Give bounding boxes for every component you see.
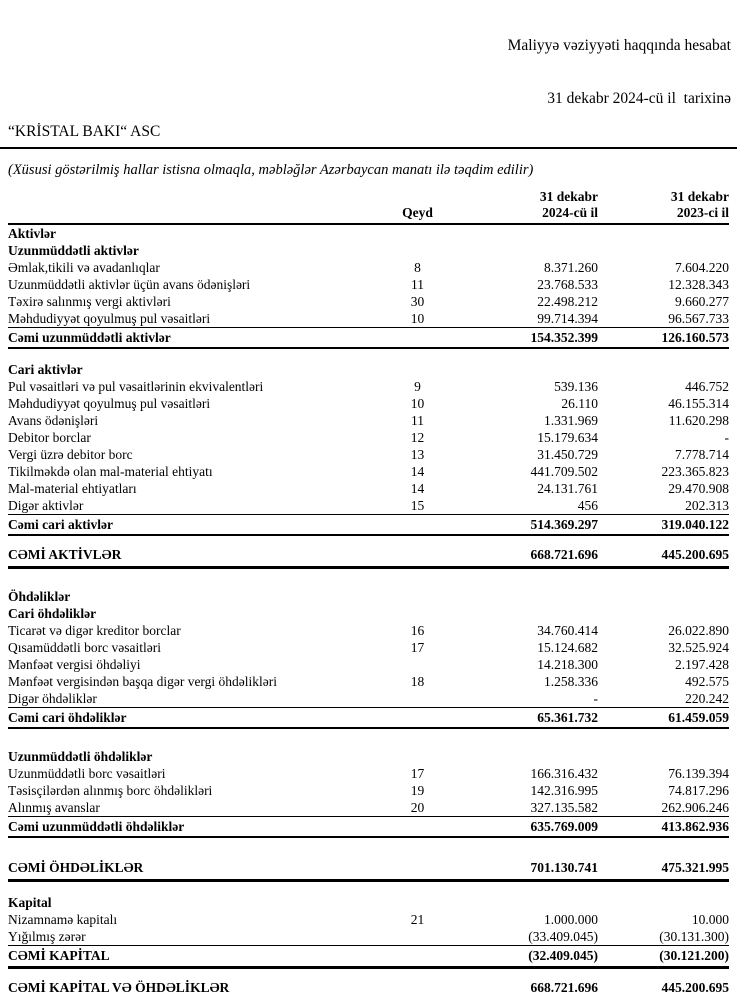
row-label: Cari öhdəliklər bbox=[8, 606, 97, 621]
row-value-2023 bbox=[598, 361, 729, 378]
table-row bbox=[8, 911, 729, 928]
row-value-2023: 475.321.995 bbox=[598, 857, 729, 881]
table-row bbox=[8, 497, 729, 515]
table-row bbox=[8, 310, 729, 328]
table-row bbox=[8, 480, 729, 497]
table-row bbox=[8, 977, 729, 998]
row-value-2023 bbox=[598, 588, 729, 605]
spacer-row bbox=[8, 535, 729, 544]
table-row bbox=[8, 412, 729, 429]
row-qeyd bbox=[390, 605, 445, 622]
row-qeyd bbox=[390, 977, 445, 998]
spacer-cell bbox=[8, 968, 729, 978]
spacer-cell bbox=[8, 837, 729, 857]
spacer-cell bbox=[8, 568, 729, 589]
row-value-2024: 15.179.634 bbox=[537, 430, 598, 445]
row-value-2023: 413.862.936 bbox=[598, 817, 729, 838]
row-value-2023: 202.313 bbox=[685, 498, 729, 513]
table-row bbox=[8, 817, 729, 838]
table-row bbox=[8, 894, 729, 911]
header-label-cell bbox=[8, 189, 390, 224]
row-qeyd bbox=[390, 515, 445, 536]
row-qeyd bbox=[390, 544, 445, 568]
spacer-row bbox=[8, 728, 729, 748]
row-value-2023: 220.242 bbox=[685, 691, 729, 706]
row-qeyd: 9 bbox=[414, 379, 421, 394]
spacer-row bbox=[8, 348, 729, 361]
row-value-2023: 26.022.890 bbox=[668, 623, 729, 638]
table-row bbox=[8, 656, 729, 673]
row-value-2023: 46.155.314 bbox=[668, 396, 729, 411]
table-row bbox=[8, 928, 729, 946]
table-row bbox=[8, 673, 729, 690]
row-value-2024: 441.709.502 bbox=[530, 464, 598, 479]
balance-table-header bbox=[8, 189, 729, 224]
spacer-cell bbox=[8, 348, 729, 361]
row-label: Ticarət və digər kreditor borclar bbox=[8, 623, 181, 638]
table-row bbox=[8, 639, 729, 656]
table-row bbox=[8, 378, 729, 395]
company-name: “KRİSTAL BAKI“ ASC bbox=[8, 123, 161, 140]
spacer-cell bbox=[8, 728, 729, 748]
row-value-2024: 539.136 bbox=[554, 379, 598, 394]
row-value-2024: 456 bbox=[577, 498, 598, 513]
row-label: Cəmi cari aktivlər bbox=[8, 515, 390, 536]
row-label: CƏMİ ÖHDƏLİKLƏR bbox=[8, 857, 390, 881]
row-value-2024 bbox=[445, 605, 598, 622]
row-value-2024: 14.218.300 bbox=[537, 657, 598, 672]
spacer-cell bbox=[8, 881, 729, 895]
row-value-2023 bbox=[598, 242, 729, 259]
row-value-2023: (30.131.300) bbox=[659, 929, 729, 944]
row-label: Alınmış avanslar bbox=[8, 800, 100, 815]
row-value-2024: - bbox=[593, 691, 598, 706]
table-row bbox=[8, 259, 729, 276]
header-divider bbox=[0, 147, 737, 149]
row-value-2023: 12.328.343 bbox=[668, 277, 729, 292]
row-qeyd: 14 bbox=[410, 481, 425, 496]
row-label: Cəmi uzunmüddətli öhdəliklər bbox=[8, 817, 390, 838]
row-value-2024 bbox=[445, 748, 598, 765]
spacer-row bbox=[8, 837, 729, 857]
row-label: Cari aktivlər bbox=[8, 362, 83, 377]
table-row bbox=[8, 765, 729, 782]
table-row bbox=[8, 429, 729, 446]
row-label: Cəmi cari öhdəliklər bbox=[8, 708, 390, 729]
row-qeyd bbox=[390, 857, 445, 881]
row-value-2023: 11.620.298 bbox=[668, 413, 729, 428]
row-qeyd: 10 bbox=[410, 311, 425, 326]
row-label: Öhdəliklər bbox=[8, 589, 71, 604]
row-qeyd bbox=[390, 928, 445, 946]
row-value-2024 bbox=[445, 242, 598, 259]
header-2023-cell bbox=[598, 189, 729, 224]
row-label: Uzunmüddətli aktivlər üçün avans ödənişləri bbox=[8, 277, 251, 292]
row-value-2024: 99.714.394 bbox=[537, 311, 598, 326]
row-label: Məhdudiyyət qoyulmuş pul vəsaitləri bbox=[8, 311, 211, 326]
row-value-2023 bbox=[598, 224, 729, 242]
row-label: CƏMİ KAPİTAL bbox=[8, 946, 390, 968]
row-qeyd: 20 bbox=[410, 800, 425, 815]
row-value-2023: 61.459.059 bbox=[598, 708, 729, 729]
row-value-2023: 223.365.823 bbox=[661, 464, 729, 479]
row-qeyd bbox=[390, 894, 445, 911]
row-value-2024: 8.371.260 bbox=[544, 260, 598, 275]
row-value-2024 bbox=[445, 588, 598, 605]
table-row bbox=[8, 544, 729, 568]
row-label: Mal-material ehtiyatları bbox=[8, 481, 137, 496]
header-2024-line1: 31 dekabr bbox=[539, 189, 598, 204]
table-row bbox=[8, 622, 729, 639]
table-row bbox=[8, 782, 729, 799]
row-qeyd: 10 bbox=[410, 396, 425, 411]
row-value-2024: 327.135.582 bbox=[530, 800, 598, 815]
header-2024-line2: 2024-cü il bbox=[542, 205, 598, 220]
row-value-2024: (32.409.045) bbox=[445, 946, 598, 968]
table-row bbox=[8, 463, 729, 480]
row-qeyd bbox=[390, 690, 445, 708]
row-value-2024: 1.331.969 bbox=[544, 413, 598, 428]
row-value-2024 bbox=[445, 894, 598, 911]
table-row bbox=[8, 588, 729, 605]
row-value-2023: 7.604.220 bbox=[675, 260, 729, 275]
row-value-2024: 15.124.682 bbox=[537, 640, 598, 655]
table-row bbox=[8, 276, 729, 293]
row-label: Avans ödənişləri bbox=[8, 413, 99, 428]
header-2023-line1: 31 dekabr bbox=[670, 189, 729, 204]
row-value-2023 bbox=[598, 894, 729, 911]
row-qeyd bbox=[390, 588, 445, 605]
row-value-2023: - bbox=[724, 430, 729, 445]
row-qeyd bbox=[390, 946, 445, 968]
table-row bbox=[8, 446, 729, 463]
header-row bbox=[8, 189, 729, 224]
spacer-cell bbox=[8, 535, 729, 544]
row-value-2024: 668.721.696 bbox=[530, 980, 598, 995]
row-value-2023: 96.567.733 bbox=[668, 311, 729, 326]
row-qeyd bbox=[390, 361, 445, 378]
row-value-2023: 10.000 bbox=[691, 912, 729, 927]
row-value-2024: 166.316.432 bbox=[530, 766, 598, 781]
row-label: Yığılmış zərər bbox=[8, 929, 86, 944]
row-value-2023: 7.778.714 bbox=[675, 447, 729, 462]
row-label: Məhdudiyyət qoyulmuş pul vəsaitləri bbox=[8, 396, 211, 411]
row-value-2024: 514.369.297 bbox=[445, 515, 598, 536]
table-row bbox=[8, 946, 729, 968]
row-label: Uzunmüddətli borc vəsaitləri bbox=[8, 766, 166, 781]
row-value-2023: 29.470.908 bbox=[668, 481, 729, 496]
row-label: Nizamnamə kapitalı bbox=[8, 912, 118, 927]
document-header bbox=[0, 0, 737, 142]
row-value-2024: 24.131.761 bbox=[537, 481, 598, 496]
row-label: Uzunmüddətli aktivlər bbox=[8, 243, 139, 258]
spacer-row bbox=[8, 568, 729, 589]
row-qeyd: 12 bbox=[410, 430, 425, 445]
row-value-2023 bbox=[598, 605, 729, 622]
row-label: Təxirə salınmış vergi aktivləri bbox=[8, 294, 171, 309]
row-value-2023: 319.040.122 bbox=[598, 515, 729, 536]
row-qeyd: 14 bbox=[410, 464, 425, 479]
row-value-2024: 1.258.336 bbox=[544, 674, 598, 689]
row-value-2023: 9.660.277 bbox=[675, 294, 729, 309]
row-label: Digər aktivlər bbox=[8, 498, 84, 513]
row-value-2023: 262.906.246 bbox=[661, 800, 729, 815]
table-row bbox=[8, 605, 729, 622]
header-2023-line2: 2023-ci il bbox=[676, 205, 729, 220]
row-label: Vergi üzrə debitor borc bbox=[8, 447, 133, 462]
table-row bbox=[8, 293, 729, 310]
balance-table bbox=[8, 189, 729, 998]
row-qeyd: 19 bbox=[410, 783, 425, 798]
table-row bbox=[8, 690, 729, 708]
row-qeyd: 18 bbox=[410, 674, 425, 689]
row-label: Tikilməkdə olan mal-material ehtiyatı bbox=[8, 464, 213, 479]
row-value-2023: 445.200.695 bbox=[598, 544, 729, 568]
row-qeyd: 8 bbox=[414, 260, 421, 275]
report-title-line1: Maliyyə vəziyyəti haqqında hesabat bbox=[507, 37, 731, 54]
row-value-2023: 126.160.573 bbox=[598, 328, 729, 349]
table-row bbox=[8, 224, 729, 242]
row-value-2024: 154.352.399 bbox=[445, 328, 598, 349]
spacer-row bbox=[8, 881, 729, 895]
row-value-2024: (33.409.045) bbox=[528, 929, 598, 944]
row-qeyd: 30 bbox=[410, 294, 425, 309]
row-label: Digər öhdəliklər bbox=[8, 691, 97, 706]
row-value-2024: 1.000.000 bbox=[544, 912, 598, 927]
row-qeyd bbox=[390, 708, 445, 729]
table-row bbox=[8, 857, 729, 881]
report-title-line2: 31 dekabr 2024-cü il tarixinə bbox=[547, 89, 731, 107]
row-value-2023: 446.752 bbox=[685, 379, 729, 394]
row-value-2023: 76.139.394 bbox=[668, 766, 729, 781]
table-row bbox=[8, 242, 729, 259]
header-qeyd-cell bbox=[390, 189, 445, 224]
row-qeyd bbox=[390, 242, 445, 259]
row-value-2023: 32.525.924 bbox=[668, 640, 729, 655]
row-value-2024: 701.130.741 bbox=[445, 857, 598, 881]
row-label: Uzunmüddətli öhdəliklər bbox=[8, 749, 153, 764]
row-value-2023: 2.197.428 bbox=[675, 657, 729, 672]
header-qeyd-label: Qeyd bbox=[402, 205, 433, 220]
row-qeyd: 11 bbox=[411, 277, 424, 292]
row-qeyd bbox=[390, 328, 445, 349]
row-value-2023: 74.817.296 bbox=[668, 783, 729, 798]
row-value-2024: 668.721.696 bbox=[445, 544, 598, 568]
row-label: CƏMİ KAPİTAL VƏ ÖHDƏLİKLƏR bbox=[8, 980, 230, 995]
row-label: CƏMİ AKTİVLƏR bbox=[8, 544, 390, 568]
table-row bbox=[8, 799, 729, 817]
table-row bbox=[8, 328, 729, 349]
row-label: Əmlak,tikili və avadanlıqlar bbox=[8, 260, 160, 275]
row-qeyd: 11 bbox=[411, 413, 424, 428]
row-value-2024 bbox=[445, 361, 598, 378]
row-label: Debitor borclar bbox=[8, 430, 91, 445]
row-label: Mənfəət vergisindən başqa digər vergi öhdəlikləri bbox=[8, 674, 278, 689]
row-value-2024: 142.316.995 bbox=[530, 783, 598, 798]
row-value-2024: 22.498.212 bbox=[537, 294, 598, 309]
row-qeyd: 13 bbox=[410, 447, 425, 462]
row-qeyd bbox=[390, 748, 445, 765]
row-qeyd: 17 bbox=[410, 766, 425, 781]
currency-note: (Xüsusi göstərilmiş hallar istisna olmaqla, məbləğlər Azərbaycan manatı ilə təqdim edilir) bbox=[8, 162, 534, 178]
row-value-2023: (30.121.200) bbox=[598, 946, 729, 968]
row-value-2023 bbox=[598, 748, 729, 765]
spacer-row bbox=[8, 968, 729, 978]
row-value-2024: 34.760.414 bbox=[537, 623, 598, 638]
row-value-2024: 635.769.009 bbox=[445, 817, 598, 838]
row-qeyd: 15 bbox=[410, 498, 425, 513]
row-label: Təsisçilərdən alınmış borc öhdəlikləri bbox=[8, 783, 213, 798]
row-label: Mənfəət vergisi öhdəliyi bbox=[8, 657, 141, 672]
row-value-2024: 65.361.732 bbox=[445, 708, 598, 729]
row-value-2024: 31.450.729 bbox=[537, 447, 598, 462]
row-value-2023: 492.575 bbox=[685, 674, 729, 689]
row-qeyd: 16 bbox=[410, 623, 425, 638]
row-value-2024: 26.110 bbox=[561, 396, 598, 411]
table-row bbox=[8, 708, 729, 729]
row-label: Qısamüddətli borc vəsaitləri bbox=[8, 640, 161, 655]
row-qeyd bbox=[390, 817, 445, 838]
table-row bbox=[8, 748, 729, 765]
report-title bbox=[508, 2, 731, 142]
row-label: Pul vəsaitləri və pul vəsaitlərinin ekvivalentləri bbox=[8, 379, 264, 394]
row-label: Cəmi uzunmüddətli aktivlər bbox=[8, 328, 390, 349]
balance-table-body bbox=[8, 224, 729, 998]
row-label: Aktivlər bbox=[8, 226, 56, 241]
row-value-2024 bbox=[445, 224, 598, 242]
row-value-2023: 445.200.695 bbox=[661, 980, 729, 995]
row-value-2024: 23.768.533 bbox=[537, 277, 598, 292]
header-2024-cell bbox=[445, 189, 598, 224]
row-qeyd bbox=[390, 656, 445, 673]
row-qeyd: 21 bbox=[410, 912, 425, 927]
table-row bbox=[8, 395, 729, 412]
row-qeyd bbox=[390, 224, 445, 242]
row-label: Kapital bbox=[8, 895, 52, 910]
row-qeyd: 17 bbox=[410, 640, 425, 655]
table-row bbox=[8, 515, 729, 536]
table-row bbox=[8, 361, 729, 378]
